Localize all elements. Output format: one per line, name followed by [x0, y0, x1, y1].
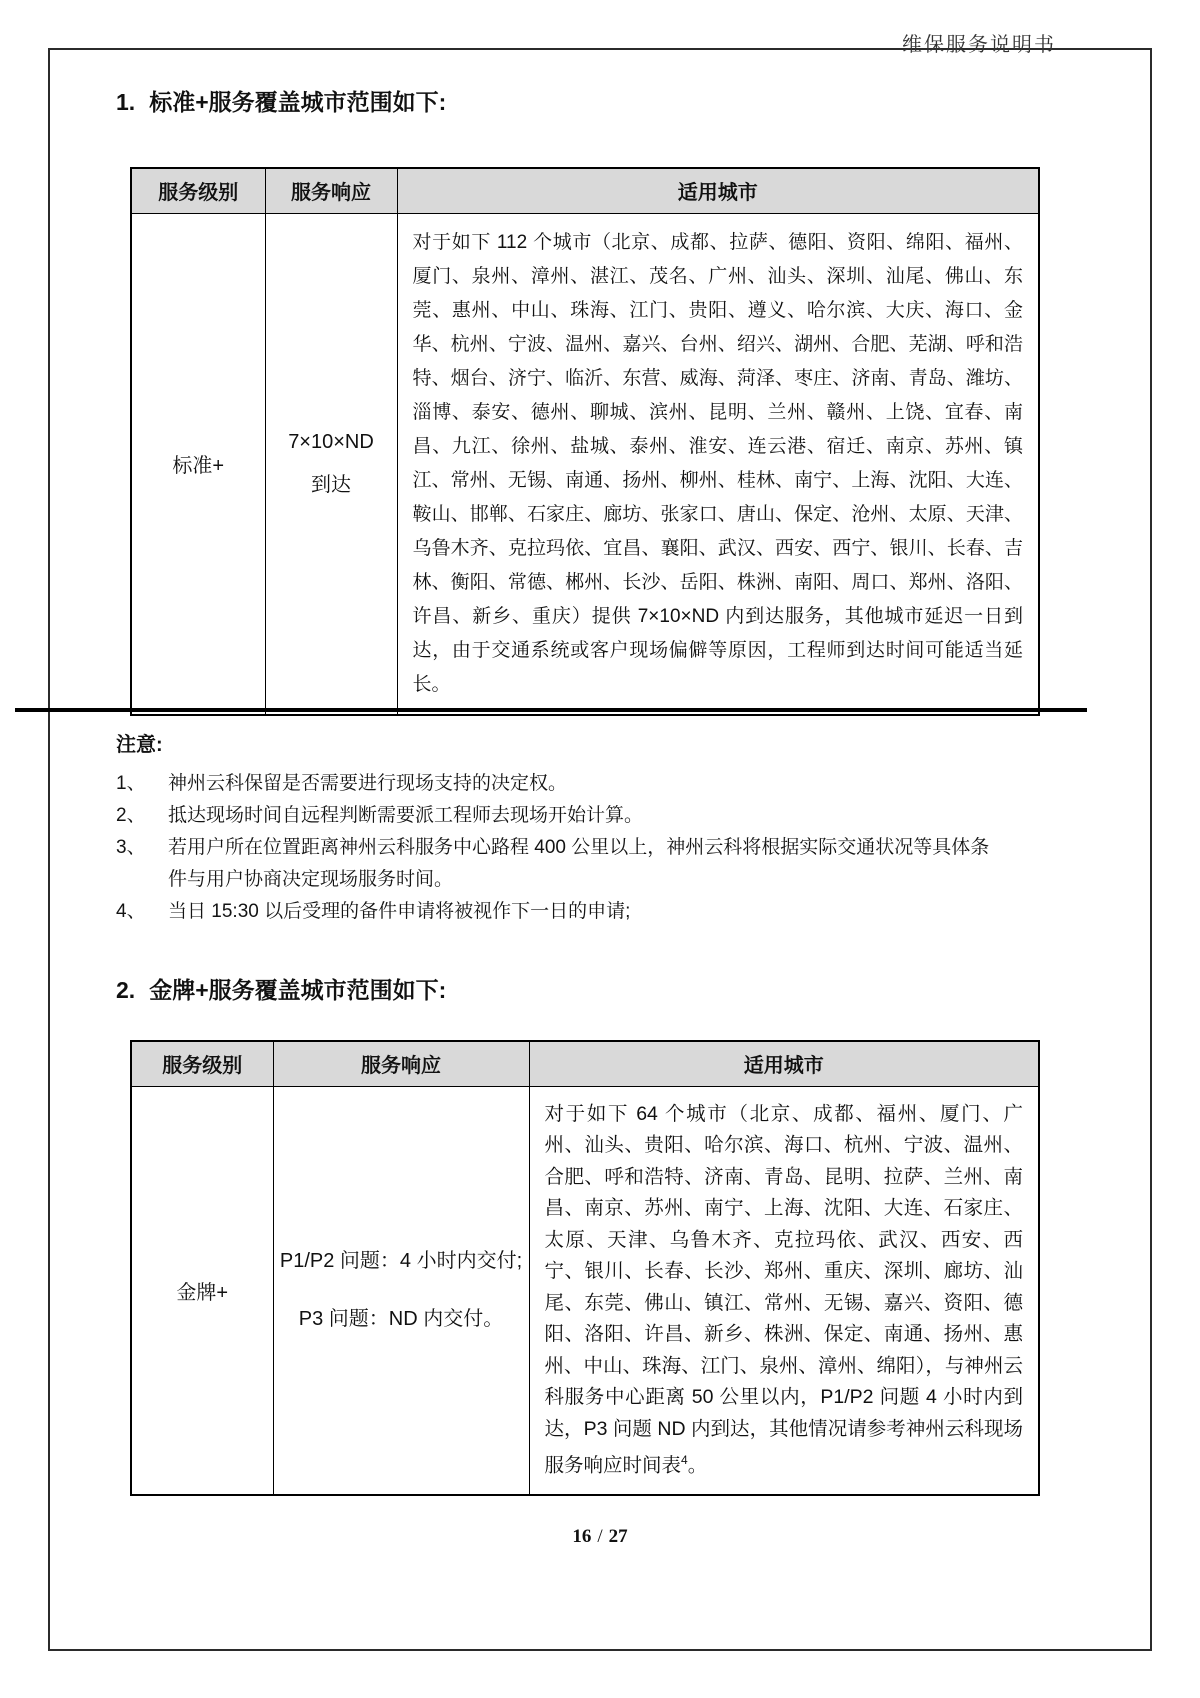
- note-number: 3、: [116, 837, 146, 858]
- service-level-cell: 标准+: [131, 213, 265, 715]
- service-level-cell: 金牌+: [131, 1086, 273, 1495]
- notes-block: [116, 730, 996, 928]
- page-number-separator: /: [597, 1526, 603, 1547]
- page-number-footer: [0, 1526, 1200, 1548]
- section-1-number: 1.: [116, 89, 136, 115]
- note-text: 神州云科保留是否需要进行现场支持的决定权。: [168, 773, 568, 794]
- section-2-heading: [116, 972, 446, 1005]
- section-2-title-text: 金牌+服务覆盖城市范围如下:: [149, 977, 447, 1003]
- note-item-3: [116, 832, 996, 896]
- footnote-reference: 4: [681, 1453, 688, 1467]
- note-number: 1、: [116, 773, 146, 794]
- service-response-cell: [265, 213, 397, 715]
- column-header-service-level: 服务级别: [131, 168, 265, 213]
- table-row: [131, 213, 1039, 715]
- column-header-service-response: 服务响应: [273, 1041, 529, 1086]
- note-item-2: [116, 800, 996, 832]
- applicable-cities-cell: [529, 1086, 1039, 1495]
- column-header-service-response: 服务响应: [265, 168, 397, 213]
- total-page-number: 27: [608, 1526, 628, 1547]
- notes-label: 注意:: [116, 734, 163, 756]
- response-line-1: 7×10×ND: [288, 430, 374, 453]
- applicable-cities-cell: 对于如下 112 个城市（北京、成都、拉萨、德阳、资阳、绵阳、福州、厦门、泉州、漳州、湛江、茂名、广州、汕头、深圳、汕尾、佛山、东莞、惠州、中山、珠海、江门、贵阳、遵义、哈尔滨、大庆、海口、金华、杭州、宁波、温州、嘉兴、台州、绍兴、湖州、合肥、芜湖、呼和浩特、烟台、济宁、临沂、东营、威海、菏泽、枣庄、济南、青岛、潍坊、淄博、泰安、德州、聊城、滨州、昆明、兰州、赣州、上饶、宜春、南昌、九江、徐州、盐城、泰州、淮安、连云港、宿迁、南京、苏州、镇江、常州、无锡、南通、扬州、柳州、桂林、南宁、上海、沈阳、大连、鞍山、邯郸、石家庄、廊坊、张家口、唐山、保定、沧州、太原、天津、乌鲁木齐、克拉玛依、宜昌、襄阳、武汉、西安、西宁、银川、长春、吉林、衡阳、常德、郴州、长沙、岳阳、株洲、南阳、周口、郑州、洛阳、许昌、新乡、重庆）提供 7×10×ND 内到达服务，其他城市延迟一日到达，由于交通系统或客户现场偏僻等原因，工程师到达时间可能适当延长。: [397, 213, 1039, 715]
- table-row: [131, 1086, 1039, 1495]
- note-number: 2、: [116, 805, 146, 826]
- column-header-applicable-cities: 适用城市: [529, 1041, 1039, 1086]
- section-2-number: 2.: [116, 977, 136, 1003]
- standard-plus-coverage-table: [130, 167, 1040, 716]
- service-response-cell: [273, 1086, 529, 1495]
- section-1-title-text: 标准+服务覆盖城市范围如下:: [149, 89, 447, 115]
- cities-text-end: 。: [687, 1454, 708, 1477]
- note-item-4: [116, 896, 996, 928]
- note-text: 抵达现场时间自远程判断需要派工程师去现场开始计算。: [168, 805, 644, 826]
- table-header-row: [131, 1041, 1039, 1086]
- column-header-service-level: 服务级别: [131, 1041, 273, 1086]
- column-header-applicable-cities: 适用城市: [397, 168, 1039, 213]
- document-header-title: 维保服务说明书: [902, 34, 1056, 56]
- current-page-number: 16: [572, 1526, 592, 1547]
- note-text: 当日 15:30 以后受理的备件申请将被视作下一日的申请;: [168, 901, 631, 922]
- note-text: 若用户所在位置距离神州云科服务中心路程 400 公里以上，神州云科将根据实际交通状况等具体条件与用户协商决定现场服务时间。: [168, 837, 990, 890]
- section-divider-rule: [15, 708, 1087, 712]
- table-header-row: [131, 168, 1039, 213]
- response-p3: P3 问题：ND 内交付。: [298, 1308, 504, 1331]
- section-1-heading: [116, 84, 446, 117]
- note-item-1: [116, 768, 996, 800]
- note-number: 4、: [116, 901, 146, 922]
- cities-text: 对于如下 64 个城市（北京、成都、福州、厦门、广州、汕头、贵阳、哈尔滨、海口、杭州、宁波、温州、合肥、呼和浩特、济南、青岛、昆明、拉萨、兰州、南昌、南京、苏州、南宁、上海、沈阳、大连、石家庄、太原、天津、乌鲁木齐、克拉玛依、武汉、西安、西宁、银川、长春、长沙、郑州、重庆、深圳、廊坊、汕尾、东莞、佛山、镇江、常州、无锡、嘉兴、资阳、德阳、洛阳、许昌、新乡、株洲、保定、南通、扬州、惠州、中山、珠海、江门、泉州、漳州、绵阳），与神州云科服务中心距离 50 公里以内，P1/P2 问题 4 小时内到达，P3 问题 ND 内到达，其他情况请参考神州云科现场服务响应时间表: [544, 1102, 1023, 1477]
- response-line-2: 到达: [311, 473, 351, 496]
- response-p1p2: P1/P2 问题：4 小时内交付;: [279, 1250, 523, 1273]
- response-spacer: [274, 1277, 529, 1303]
- gold-plus-coverage-table: [130, 1040, 1040, 1496]
